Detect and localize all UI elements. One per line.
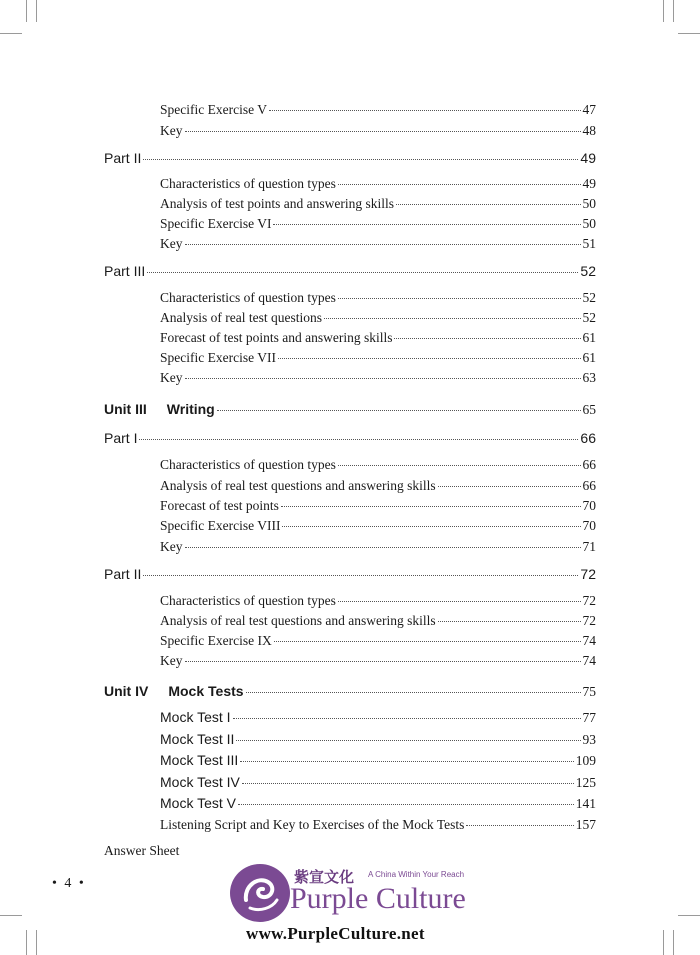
toc-entry[interactable]: Key 63 bbox=[160, 370, 596, 385]
toc-entry[interactable]: Mock Test I 77 bbox=[160, 709, 596, 725]
crop-mark bbox=[673, 930, 674, 955]
watermark-logo bbox=[228, 862, 498, 952]
watermark-chinese: 紫宣文化 bbox=[294, 868, 355, 886]
toc-entry[interactable]: Analysis of real test questions and answering skills 66 bbox=[160, 478, 596, 493]
toc-part[interactable]: Part I 66 bbox=[104, 430, 596, 446]
toc-entry[interactable]: Characteristics of question types 52 bbox=[160, 290, 596, 305]
toc-entry[interactable]: Specific Exercise VII 61 bbox=[160, 350, 596, 365]
toc-entry[interactable]: Specific Exercise V 47 bbox=[160, 102, 596, 117]
toc-entry[interactable]: Specific Exercise VI 50 bbox=[160, 216, 596, 231]
crop-mark bbox=[36, 930, 37, 955]
crop-mark bbox=[0, 915, 22, 916]
toc-part[interactable]: Part II 49 bbox=[104, 150, 596, 166]
answer-sheet-entry[interactable]: Answer Sheet bbox=[104, 843, 180, 858]
toc-entry[interactable]: Mock Test II 93 bbox=[160, 731, 596, 747]
toc-entry[interactable]: Key 71 bbox=[160, 539, 596, 554]
toc-entry[interactable]: Analysis of test points and answering skills 50 bbox=[160, 196, 596, 211]
toc-entry[interactable]: Characteristics of question types 49 bbox=[160, 176, 596, 191]
crop-mark bbox=[673, 0, 674, 22]
toc-entry[interactable]: Characteristics of question types 72 bbox=[160, 593, 596, 608]
toc-entry[interactable]: Analysis of real test questions 52 bbox=[160, 310, 596, 325]
watermark-url: www.PurpleCulture.net bbox=[246, 924, 425, 943]
crop-mark bbox=[26, 0, 27, 22]
watermark-tagline: A China Within Your Reach bbox=[368, 870, 465, 879]
toc-entry[interactable]: Key 51 bbox=[160, 236, 596, 251]
toc-entry[interactable]: Listening Script and Key to Exercises of the Mock Tests 157 bbox=[160, 817, 596, 832]
toc-entry[interactable]: Forecast of test points 70 bbox=[160, 498, 596, 513]
toc-entry[interactable]: Forecast of test points and answering skills 61 bbox=[160, 330, 596, 345]
toc-unit-writing[interactable]: Unit III Writing 65 bbox=[104, 401, 596, 417]
toc-entry[interactable]: Mock Test IV 125 bbox=[160, 774, 596, 790]
toc-entry[interactable]: Characteristics of question types 66 bbox=[160, 457, 596, 472]
crop-mark bbox=[663, 930, 664, 955]
crop-mark bbox=[0, 33, 22, 34]
crop-mark bbox=[678, 915, 700, 916]
toc-entry[interactable]: Specific Exercise IX 74 bbox=[160, 633, 596, 648]
toc-entry[interactable]: Mock Test III 109 bbox=[160, 752, 596, 768]
toc-entry[interactable]: Key 48 bbox=[160, 123, 596, 138]
toc-entry[interactable]: Mock Test V 141 bbox=[160, 795, 596, 811]
toc-entry[interactable]: Key 74 bbox=[160, 653, 596, 668]
toc-entry[interactable]: Analysis of real test questions and answering skills 72 bbox=[160, 613, 596, 628]
watermark-name: Purple Culture bbox=[290, 882, 466, 915]
toc-part[interactable]: Part III 52 bbox=[104, 263, 596, 279]
crop-mark bbox=[678, 33, 700, 34]
toc-part[interactable]: Part II 72 bbox=[104, 566, 596, 582]
crop-mark bbox=[36, 0, 37, 22]
page-number: • 4 • bbox=[52, 876, 86, 891]
toc-unit-mock-tests[interactable]: Unit IV Mock Tests 75 bbox=[104, 683, 596, 699]
purple-culture-logo-icon bbox=[230, 864, 290, 922]
crop-mark bbox=[663, 0, 664, 22]
crop-mark bbox=[26, 930, 27, 955]
toc-entry[interactable]: Specific Exercise VIII 70 bbox=[160, 518, 596, 533]
